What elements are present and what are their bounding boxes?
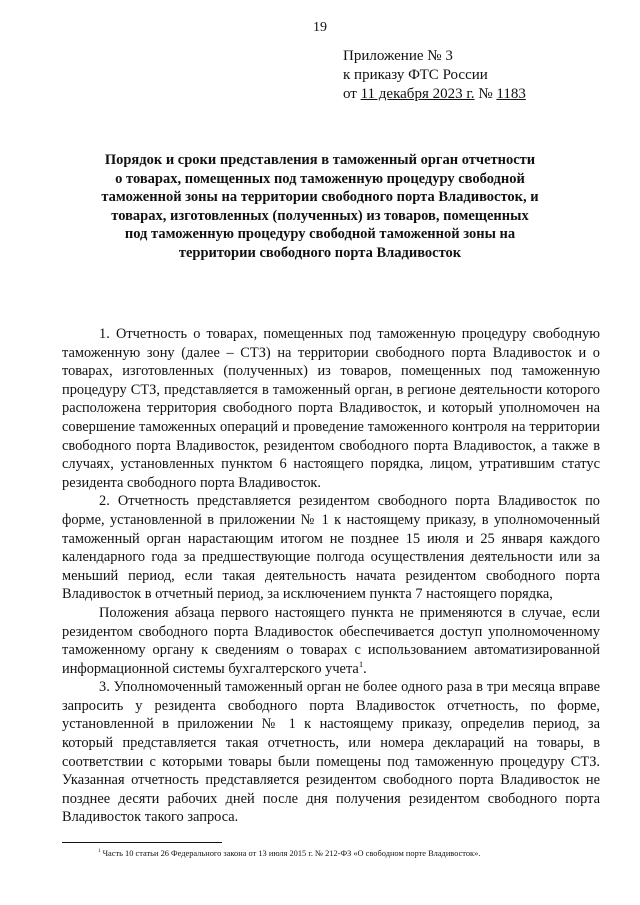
paragraph-1: 1. Отчетность о товарах, помещенных под таможенную процедуру свободную таможенную зону (далее – СТЗ) на территории свободного порта Владивосток и о товарах, изготовленных (полученных) из товаров, помещенных под таможенную процедуру СТЗ, представляется в таможенный орган, в регионе деятельности которого расположена территория свободного порта Владивосток, и который уполномочен на совершение таможенных операций и проведение таможенного контроля на территории свободного порта Владивосток, резидентом свободного порта Владивосток, а также в случаях, установленных пунктом 6 настоящего порядка, лицом, утратившим статус резидента свободного порта Владивосток. — [62, 326, 600, 491]
appendix-date: 11 декабря 2023 г. — [360, 86, 475, 102]
appendix-line-1: Приложение № 3 — [343, 48, 453, 64]
appendix-date-prefix: от — [343, 86, 361, 102]
footnote-mark: 1 — [98, 849, 101, 855]
paragraph-3 — [62, 604, 600, 678]
footnote — [98, 848, 618, 859]
appendix-number: 1183 — [496, 86, 526, 102]
appendix-line-2: к приказу ФТС России — [343, 67, 488, 83]
footnote-divider — [62, 842, 222, 843]
document-title: Порядок и сроки представления в таможенный орган отчетности о товарах, помещенных под таможенную процедуру свободной таможенной зоны на территории свободного порта Владивосток, и товарах, изготовленных (полученных) из товаров, помещенных под таможенную процедуру свободной таможенной зоны на территории свободного порта Владивосток — [101, 152, 539, 261]
appendix-number-prefix: № — [474, 86, 497, 102]
appendix-line-3 — [343, 85, 526, 104]
page-number: 19 — [313, 20, 327, 35]
footnote-text: Часть 10 статьи 26 Федерального закона от 13 июля 2015 г. № 212-ФЗ «О свободном порте Владивосток». — [100, 849, 481, 858]
document-body — [62, 325, 600, 827]
appendix-header — [343, 47, 526, 104]
paragraph-2: 2. Отчетность представляется резидентом свободного порта Владивосток по форме, установленной в приложении № 1 к настоящему приказу, в уполномоченный таможенный орган нарастающим итогом не позднее 15 июля и 25 января каждого календарного года за предшествующие полгода осуществления деятельности или за меньший период, если такая деятельность начата резидентом свободного порта Владивосток в отчетный период, за исключением пункта 7 настоящего порядка, — [62, 493, 600, 603]
paragraph-3-text: Положения абзаца первого настоящего пункта не применяются в случае, если резидентом свободного порта Владивосток обеспечивается доступ уполномоченному таможенному органу к сведениям о товарах с использованием автоматизированной информационной системы бухгалтерского учета — [62, 604, 600, 677]
footnote-reference: 1 — [358, 658, 364, 669]
paragraph-3-end: . — [363, 660, 367, 677]
paragraph-4: 3. Уполномоченный таможенный орган не более одного раза в три месяца вправе запросить у резидента свободного порта Владивосток отчетность, по форме, установленной в приложении № 1 к настоящему приказу, определив период, за который представляется такая отчетность, или номера деклараций на товары, в соответствии с которыми товары были помещены под таможенную процедуру СТЗ. Указанная отчетность представляется резидентом свободного порта Владивосток не позднее десяти рабочих дней после дня получения резидентом свободного порта Владивосток такого запроса. — [62, 679, 600, 826]
